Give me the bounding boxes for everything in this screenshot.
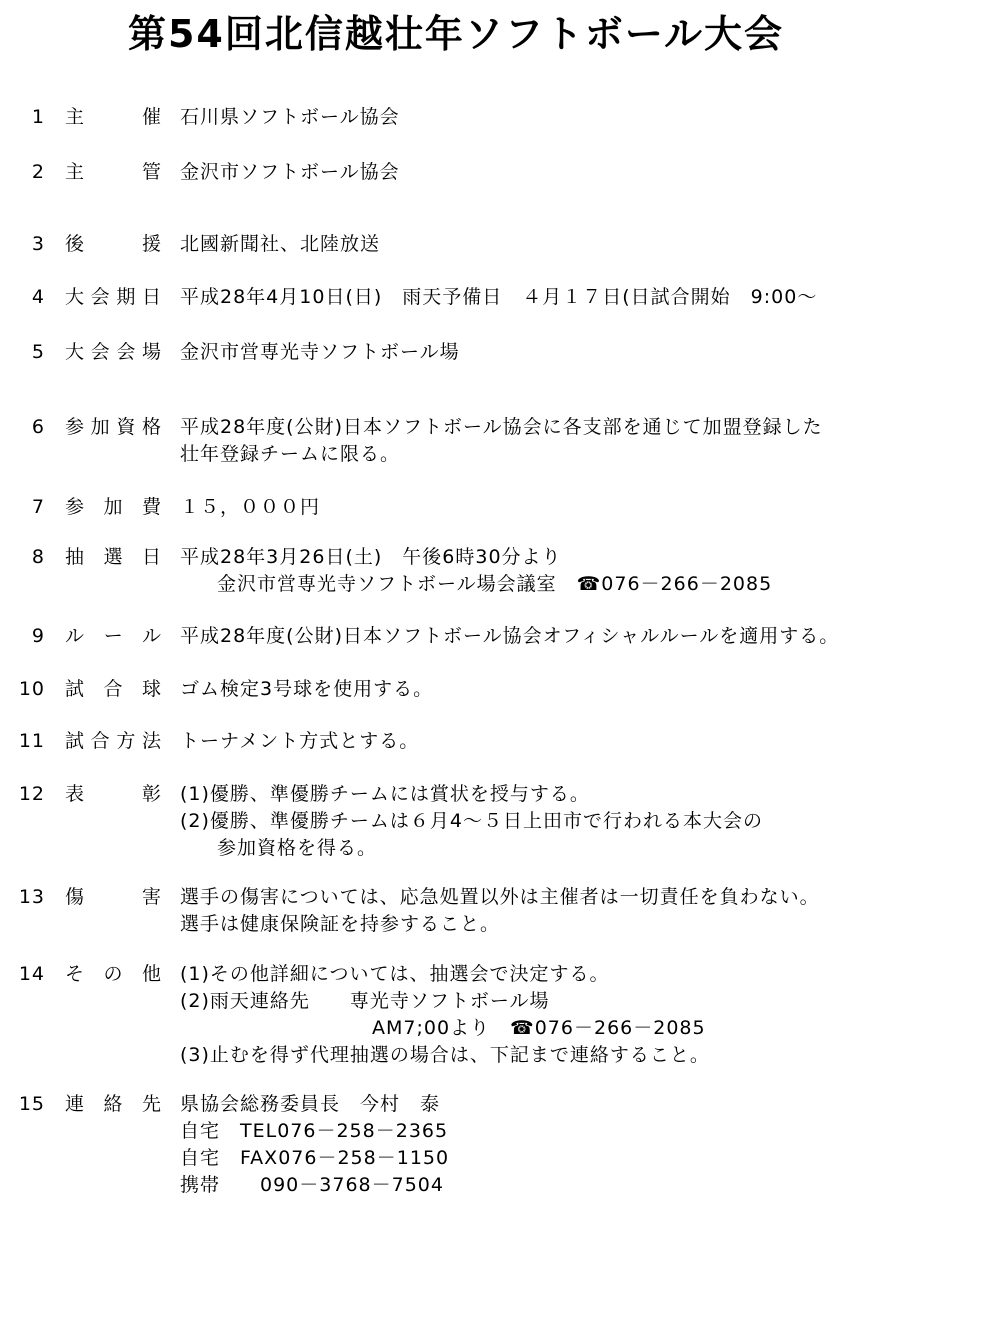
item-label: 傷害 bbox=[65, 886, 161, 908]
item-label: ルール bbox=[65, 625, 161, 647]
item-line: 石川県ソフトボール協会 bbox=[180, 106, 400, 128]
item-value bbox=[180, 728, 419, 755]
item-line: 金沢市ソフトボール協会 bbox=[180, 161, 400, 183]
item-label: 連絡先 bbox=[65, 1093, 161, 1115]
list-item-4 bbox=[0, 284, 982, 311]
item-label: 試合方法 bbox=[65, 730, 161, 752]
item-line: (3)止むを得ず代理抽選の場合は、下記まで連絡すること。 bbox=[180, 1044, 710, 1066]
item-label: 主催 bbox=[65, 106, 161, 128]
list-item-11 bbox=[0, 728, 982, 755]
item-line: 平成28年度(公財)日本ソフトボール協会オフィシャルルールを適用する。 bbox=[180, 625, 840, 647]
item-label: 表彰 bbox=[65, 783, 161, 805]
list-item-15 bbox=[0, 1091, 982, 1199]
list-item-13 bbox=[0, 884, 982, 938]
item-value bbox=[180, 339, 460, 366]
item-line: 金沢市営専光寺ソフトボール場会議室 ☎076－266－2085 bbox=[217, 573, 773, 595]
item-number: 12 bbox=[18, 783, 45, 805]
item-value bbox=[180, 884, 820, 938]
item-value bbox=[180, 961, 710, 1069]
item-label: 主管 bbox=[65, 161, 161, 183]
list-item-6 bbox=[0, 414, 982, 468]
item-value bbox=[180, 231, 380, 258]
item-line: 携帯 090－3768－7504 bbox=[180, 1174, 444, 1196]
item-line: 選手は健康保険証を持参すること。 bbox=[180, 913, 501, 935]
item-line: 選手の傷害については、応急処置以外は主催者は一切責任を負わない。 bbox=[180, 886, 820, 908]
item-label: 参加資格 bbox=[65, 416, 161, 438]
item-line: １５，０００円 bbox=[180, 496, 321, 518]
list-item-5 bbox=[0, 339, 982, 366]
item-line: 自宅 FAX076－258－1150 bbox=[180, 1147, 450, 1169]
item-line: 県協会総務委員長 今村 泰 bbox=[180, 1093, 441, 1115]
item-value bbox=[180, 159, 400, 186]
list-item-10 bbox=[0, 676, 982, 703]
item-number: 9 bbox=[31, 625, 45, 647]
item-number: 2 bbox=[31, 161, 45, 183]
item-line: 壮年登録チームに限る。 bbox=[180, 443, 401, 465]
list-item-3 bbox=[0, 231, 982, 258]
item-line: (1)優勝、準優勝チームには賞状を授与する。 bbox=[180, 783, 590, 805]
item-number: 15 bbox=[18, 1093, 45, 1115]
item-number: 1 bbox=[31, 106, 45, 128]
item-line: 平成28年4月10日(日) 雨天予備日 ４月１７日(日試合開始 9:00～ bbox=[180, 286, 818, 308]
item-number: 4 bbox=[31, 286, 45, 308]
item-number: 8 bbox=[31, 546, 45, 568]
list-item-9 bbox=[0, 623, 982, 650]
item-line: 金沢市営専光寺ソフトボール場 bbox=[180, 341, 460, 363]
list-item-2 bbox=[0, 159, 982, 186]
list-item-12 bbox=[0, 781, 982, 862]
item-label: 抽選日 bbox=[65, 546, 161, 568]
item-line: (2)雨天連絡先 専光寺ソフトボール場 bbox=[180, 990, 550, 1012]
list-item-7 bbox=[0, 494, 982, 521]
item-label: 試合球 bbox=[65, 678, 161, 700]
list-item-14 bbox=[0, 961, 982, 1069]
item-value bbox=[180, 623, 839, 650]
item-label: 参加費 bbox=[65, 496, 161, 518]
item-value bbox=[180, 676, 433, 703]
item-value bbox=[180, 284, 817, 311]
item-line: AM7;00より ☎076－266－2085 bbox=[372, 1017, 706, 1039]
item-line: (2)優勝、準優勝チームは６月4～５日上田市で行われる本大会の bbox=[180, 810, 764, 832]
item-line: 参加資格を得る。 bbox=[217, 837, 378, 859]
item-number: 10 bbox=[18, 678, 45, 700]
item-value bbox=[180, 104, 400, 131]
item-line: 自宅 TEL076－258－2365 bbox=[180, 1120, 449, 1142]
item-number: 7 bbox=[31, 496, 45, 518]
list-item-8 bbox=[0, 544, 982, 598]
item-value bbox=[180, 781, 763, 862]
item-number: 13 bbox=[18, 886, 45, 908]
document-title: 第54回北信越壮年ソフトボール大会 bbox=[127, 12, 785, 56]
item-line: ゴム検定3号球を使用する。 bbox=[180, 678, 434, 700]
item-label: 大会期日 bbox=[65, 286, 161, 308]
item-number: 3 bbox=[31, 233, 45, 255]
item-line: トーナメント方式とする。 bbox=[180, 730, 420, 752]
item-number: 14 bbox=[18, 963, 45, 985]
item-line: 北國新聞社、北陸放送 bbox=[180, 233, 381, 255]
list-item-1 bbox=[0, 104, 982, 131]
item-label: 後援 bbox=[65, 233, 161, 255]
item-line: (1)その他詳細については、抽選会で決定する。 bbox=[180, 963, 610, 985]
item-value bbox=[180, 544, 772, 598]
item-number: 11 bbox=[18, 730, 45, 752]
item-label: 大会会場 bbox=[65, 341, 161, 363]
item-value bbox=[180, 1091, 449, 1199]
item-line: 平成28年3月26日(土) 午後6時30分より bbox=[180, 546, 562, 568]
item-value bbox=[180, 494, 320, 521]
item-label: その他 bbox=[65, 963, 161, 985]
item-number: 6 bbox=[31, 416, 45, 438]
item-number: 5 bbox=[31, 341, 45, 363]
item-value bbox=[180, 414, 823, 468]
item-line: 平成28年度(公財)日本ソフトボール協会に各支部を通じて加盟登録した bbox=[180, 416, 823, 438]
